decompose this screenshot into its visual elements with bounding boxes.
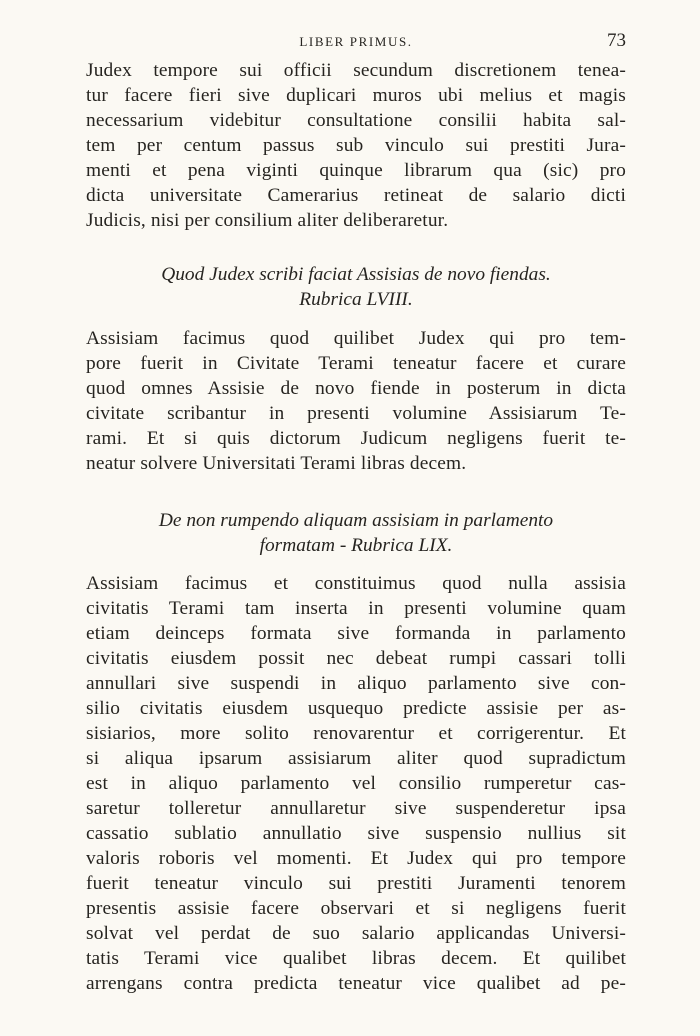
text-line: arrengans contra predicta teneatur vice qualibet ad pe- bbox=[86, 973, 626, 994]
text-line: cassatio sublatio annullatio sive suspensio nullius sit bbox=[86, 823, 626, 844]
text-line: menti et pena viginti quinque librarum qua (sic) pro bbox=[86, 160, 626, 181]
text-line: tur facere fieri sive duplicari muros ubi melius et magis bbox=[86, 85, 626, 106]
text-line: saretur tolleretur annullaretur sive suspenderetur ipsa bbox=[86, 798, 626, 819]
text-line: silio civitatis eiusdem usquequo predicte assisie per as- bbox=[86, 698, 626, 719]
text-line: civitatis Terami tam inserta in presenti volumine quam bbox=[86, 598, 626, 619]
paragraph-non-rumpendo bbox=[86, 571, 626, 996]
text-line: sisiarios, more solito renovarentur et corrigerentur. Et bbox=[86, 723, 626, 744]
text-line: dicta universitate Camerarius retineat de salario dicti bbox=[86, 185, 626, 206]
text-line: tatis Terami vice qualibet libras decem. Et quilibet bbox=[86, 948, 626, 969]
heading-line: De non rumpendo aliquam assisiam in parlamento bbox=[158, 510, 554, 531]
text-line: civitate scribantur in presenti volumine Assisiarum Te- bbox=[86, 403, 626, 424]
text-line: est in aliquo parlamento vel consilio rumperetur cas- bbox=[86, 773, 626, 794]
heading-line: formatam - Rubrica LIX. bbox=[259, 535, 453, 556]
text-line: Assisiam facimus quod quilibet Judex qui pro tem- bbox=[86, 328, 626, 349]
paragraph-assisias-scribi bbox=[86, 326, 626, 476]
text-line: Assisiam facimus et constituimus quod nulla assisia bbox=[86, 573, 626, 594]
text-line: tem per centum passus sub vinculo sui prestiti Jura- bbox=[86, 135, 626, 156]
text-line: annullari sive suspendi in aliquo parlamento sive con- bbox=[86, 673, 626, 694]
paragraph-judex-muros bbox=[86, 58, 626, 233]
text-line: civitatis eiusdem possit nec debeat rumpi cassari tolli bbox=[86, 648, 626, 669]
running-head bbox=[86, 30, 626, 54]
text-line: rami. Et si quis dictorum Judicum negligens fuerit te- bbox=[86, 428, 626, 449]
text-line: necessarium videbitur consultatione consilii habita sal- bbox=[86, 110, 626, 131]
heading-line: Quod Judex scribi faciat Assisias de novo fiendas. bbox=[161, 264, 551, 285]
text-line: Judicis, nisi per consilium aliter deliberaretur. bbox=[86, 210, 449, 231]
text-line: si aliqua ipsarum assisiarum aliter quod supradictum bbox=[86, 748, 626, 769]
text-line: quod omnes Assisie de novo fiende in posterum in dicta bbox=[86, 378, 626, 399]
text-line: solvat vel perdat de suo salario applicandas Universi- bbox=[86, 923, 626, 944]
running-title: LIBER PRIMUS. bbox=[299, 34, 413, 49]
text-line: Judex tempore sui officii secundum discretionem tenea- bbox=[86, 60, 626, 81]
rubric-heading-lviii bbox=[86, 262, 626, 312]
text-line: pore fuerit in Civitate Terami teneatur facere et curare bbox=[86, 353, 626, 374]
text-line: fuerit teneatur vinculo sui prestiti Juramenti tenorem bbox=[86, 873, 626, 894]
page-number: 73 bbox=[607, 30, 626, 51]
text-line: valoris roboris vel momenti. Et Judex qui pro tempore bbox=[86, 848, 626, 869]
text-line: presentis assisie facere observari et si negligens fuerit bbox=[86, 898, 626, 919]
heading-line: Rubrica LVIII. bbox=[299, 289, 413, 310]
text-line: etiam deinceps formata sive formanda in parlamento bbox=[86, 623, 626, 644]
text-line: neatur solvere Universitati Terami libras decem. bbox=[86, 453, 467, 474]
rubric-heading-lix bbox=[86, 508, 626, 558]
